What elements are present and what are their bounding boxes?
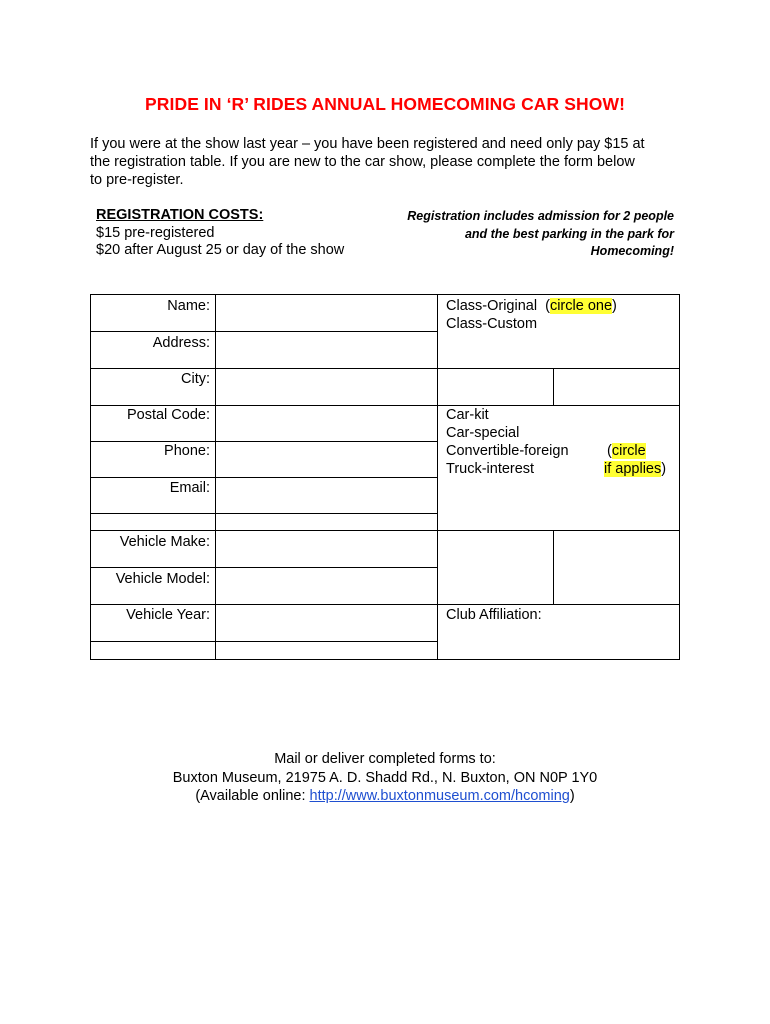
name-label: Name: (167, 298, 210, 314)
vehicle-make-field[interactable] (217, 532, 436, 566)
row-divider (216, 368, 438, 369)
registration-form (90, 294, 680, 660)
mailing-instructions (0, 750, 770, 806)
email-label: Email: (169, 480, 210, 496)
name-field[interactable] (217, 296, 436, 330)
intro-paragraph (90, 135, 690, 189)
cost-line: $20 after August 25 or day of the show (96, 242, 345, 258)
row-divider (90, 530, 438, 531)
row-divider (90, 641, 438, 642)
city-label: City: (181, 371, 210, 387)
footer-line: Mail or deliver completed forms to: (274, 751, 496, 767)
row-divider (90, 477, 438, 478)
note-line: and the best parking in the park for (464, 226, 674, 241)
postal-code-label: Postal Code: (126, 407, 210, 423)
vehicle-model-label: Vehicle Model: (115, 571, 210, 587)
footer-online (0, 787, 770, 806)
costs-heading: REGISTRATION COSTS: (96, 207, 264, 223)
convertible-foreign-option[interactable]: Convertible-foreign (446, 443, 569, 459)
row-divider (438, 368, 680, 369)
right-small-divider (553, 530, 554, 605)
row-divider (90, 513, 438, 514)
vehicle-make-label: Vehicle Make: (119, 534, 210, 550)
address-field[interactable] (217, 333, 436, 367)
form-border-bottom (90, 659, 680, 660)
note-line: Homecoming! (590, 244, 674, 258)
vehicle-year-field[interactable] (217, 606, 436, 640)
class-original-option[interactable]: Class-Original (circle one) (446, 298, 617, 314)
truck-interest-option[interactable]: Truck-interest (446, 461, 535, 477)
right-small-divider (553, 368, 554, 405)
row-divider (438, 604, 680, 605)
row-divider (90, 331, 438, 332)
intro-line: If you were at the show last year – you have been registered and need only pay $15 at (90, 136, 645, 152)
if-applies-text: if applies (604, 461, 662, 477)
vehicle-model-field[interactable] (217, 569, 436, 603)
circle-note: (circle (607, 443, 646, 459)
online-suffix: ) (569, 788, 575, 804)
car-special-option[interactable]: Car-special (446, 425, 520, 441)
intro-line: to pre-register. (90, 172, 184, 188)
vehicle-year-label: Vehicle Year: (126, 607, 210, 623)
address-label: Address: (152, 335, 210, 351)
city-field[interactable] (217, 370, 436, 404)
form-border-right (679, 294, 680, 660)
intro-line: the registration table. If you are new to the car show, please complete the form below (90, 154, 635, 170)
footer-address: Buxton Museum, 21975 A. D. Shadd Rd., N. Buxton, ON N0P 1Y0 (172, 769, 598, 786)
online-prefix: (Available online: (195, 788, 310, 804)
website-link[interactable]: http://www.buxtonmuseum.com/hcoming (309, 788, 570, 804)
row-divider (90, 604, 438, 605)
postal-code-field[interactable] (217, 407, 436, 440)
club-affiliation-label: Club Affiliation: (446, 607, 542, 623)
email-field[interactable] (217, 479, 436, 512)
class-custom-option[interactable]: Class-Custom (446, 316, 538, 332)
row-divider (90, 567, 438, 568)
cost-line: $15 pre-registered (96, 224, 215, 241)
row-divider (90, 441, 438, 442)
circle-note-text: circle (611, 443, 646, 459)
page-title: PRIDE IN ‘R’ RIDES ANNUAL HOMECOMING CAR SHOW! (144, 94, 626, 114)
phone-field[interactable] (217, 443, 436, 476)
if-applies-note: if applies) (604, 461, 667, 477)
admission-note (374, 208, 674, 261)
note-line: Registration includes admission for 2 people (407, 209, 674, 223)
form-border-top (90, 294, 680, 295)
registration-costs (96, 207, 396, 260)
phone-label: Phone: (164, 443, 210, 459)
row-divider (90, 368, 216, 369)
row-divider (438, 530, 680, 531)
circle-one-note: circle one (549, 298, 613, 314)
class-original-label: Class-Original (446, 298, 538, 314)
car-kit-option[interactable]: Car-kit (446, 407, 489, 423)
club-affiliation-field[interactable] (439, 624, 678, 658)
